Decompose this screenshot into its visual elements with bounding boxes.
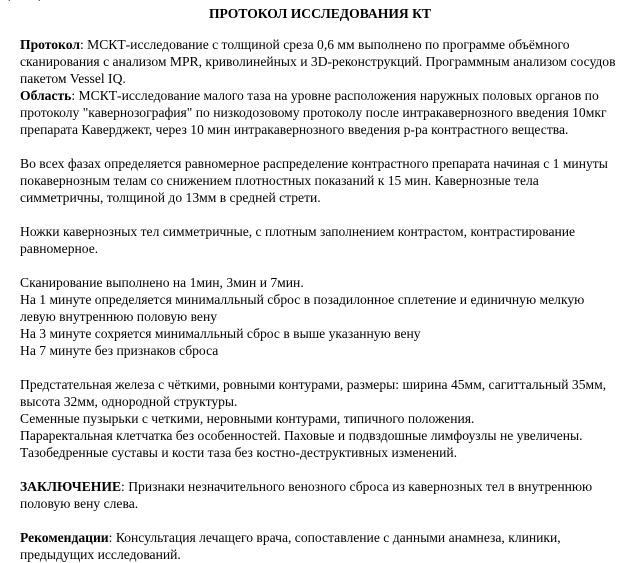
recommendations-label: Рекомендации <box>20 530 109 545</box>
conclusion-label: ЗАКЛЮЧЕНИЕ <box>20 479 122 494</box>
finding-line: Семенные пузырьки с четкими, неровными контурами, типичного положения. <box>20 411 475 426</box>
area-paragraph <box>20 87 618 138</box>
document-body <box>0 36 640 563</box>
conclusion-text: : Признаки незначительного венозного сброса из кавернозных тел в внутреннюю половую вену слева. <box>20 479 593 511</box>
protocol-label: Протокол <box>20 37 80 52</box>
conclusion-paragraph <box>20 478 618 512</box>
scan-line: На 1 минуте определяется минималльный сброс в позадилонное сплетение и единичную мелкую левую внутреннюю половую вену <box>20 292 585 324</box>
protocol-paragraph <box>20 36 618 87</box>
recommendations-paragraph <box>20 529 618 563</box>
finding-line: Тазобедренные суставы и кости таза без костно-деструктивных изменений. <box>20 445 458 460</box>
recommendations-text: : Консультация лечащего врача, сопоставление с данными анамнеза, клиники, предыдущих исследований. <box>20 530 561 562</box>
scan-line: Сканирование выполнено на 1мин, 3мин и 7мин. <box>20 275 304 290</box>
finding-line: Параректальная клетчатка без особенностей. Паховые и подвздошные лимфоузлы не увеличены. <box>20 428 583 443</box>
area-text: : МСКТ-исследование малого таза на уровне расположения наружных половых органов по протоколу "кавернозография" по низкодозовому протоколу после интракавернозного введения 10мкг препарата Каверджект, через 10 мин интракавернозного введения р-ра контрастного вещества. <box>20 88 607 137</box>
phases-paragraph: Во всех фазах определяется равномерное распределение контрастного препарата начиная с 1 минуты покавернозным телам со снижением плотностных показаний к 15 мин. Кавернозные тела симметричны, толщиной до 13мм в средней стрети. <box>20 156 608 205</box>
protocol-text: : МСКТ-исследование с толщиной среза 0,6 мм выполнено по программе объёмного сканирования с анализом MPR, криволинейных и 3D-реконструкций. Программным анализом сосудов пакетом Vessel IQ. <box>20 37 616 86</box>
scan-line: На 3 минуте сохряется минималльный сброс в выше указанную вену <box>20 326 421 341</box>
area-label: Область <box>20 88 72 103</box>
document-title: ПРОТОКОЛ ИССЛЕДОВАНИЯ КТ <box>208 6 432 21</box>
finding-line: Предстательная железа с чёткими, ровными контурами, размеры: ширина 45мм, сагиттальный 35мм, высота 32мм, однородной структуры. <box>20 377 607 409</box>
scan-line: На 7 минуте без признаков сброса <box>20 343 219 358</box>
legs-paragraph: Ножки кавернозных тел симметричные, с плотным заполнением контрастом, контрастирование равномерное. <box>20 224 576 256</box>
cropped-header-fragment <box>0 0 70 1</box>
